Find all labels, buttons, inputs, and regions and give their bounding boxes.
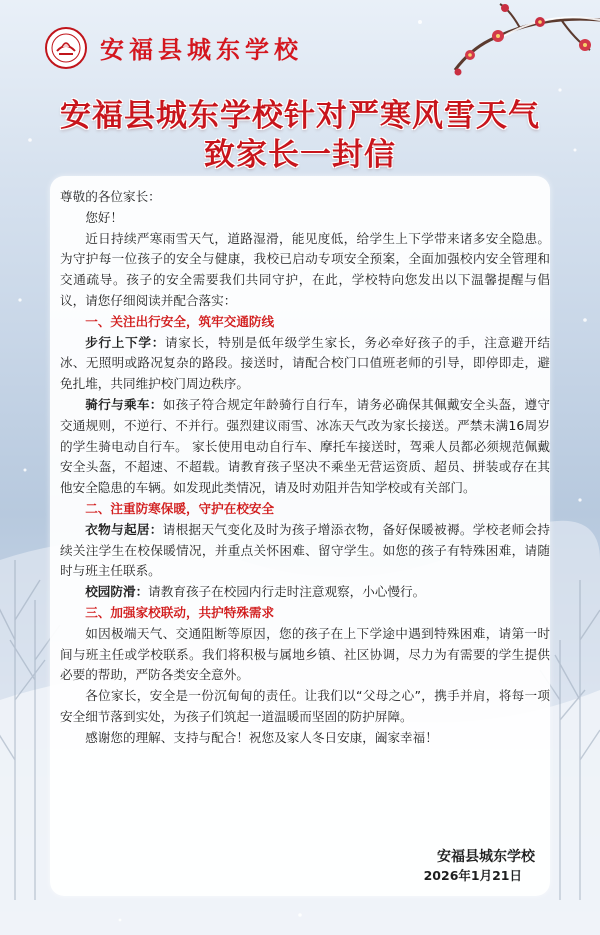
section-3-paragraph-1: 如因极端天气、交通阻断等原因，您的孩子在上下学途中遇到特殊困难，请第一时间与班主任或学校联系。我们将积极与属地乡镇、社区协调，尽力为有需要的学生提供必要的帮助，严防各类安全意外。 xyxy=(60,625,550,683)
paragraph-label: 衣物与起居： xyxy=(85,521,163,537)
section-2-paragraph-2 xyxy=(60,582,550,603)
letter-body xyxy=(60,187,550,749)
signature-date: 2026年1月21日 xyxy=(423,868,522,883)
section-3-title: 三、加强家校联动，共护特殊需求 xyxy=(85,604,275,620)
school-emblem-icon xyxy=(45,27,87,69)
closing-paragraph-1: 各位家长，安全是一份沉甸甸的责任。让我们以“父母之心”，携手并肩，将每一项安全细节落到实处，为孩子们筑起一道温暖而坚固的防护屏障。 xyxy=(60,688,550,724)
school-name: 安福县城东学校 xyxy=(100,35,303,64)
closing-paragraph-2: 感谢您的理解、支持与配合！祝您及家人冬日安康，阖家幸福！ xyxy=(85,729,438,745)
page-title-line1: 安福县城东学校针对严寒风雪天气 xyxy=(60,98,540,134)
paragraph-text: 如孩子符合规定年龄骑行自行车，请务必确保其佩戴安全头盔，遵守交通规则，不逆行、不并行。强烈建议雨雪、冰冻天气改为家长接送。严禁未满16周岁的学生骑电动自行车。 家长使用电动自行车、摩托车接送时，驾乘人员都必须规范佩戴安全头盔，不超速、不超载。请教育孩子坚决不乘坐无营运资质、超员、拼装或存在其他安全隐患的车辆。如发现此类情况，请及时劝阻并告知学校或有关部门。 xyxy=(60,396,551,496)
section-1-title: 一、关注出行安全，筑牢交通防线 xyxy=(85,313,275,329)
section-2-paragraph-1 xyxy=(60,520,550,582)
paragraph-text: 请教育孩子在校园内行走时注意观察，小心慢行。 xyxy=(148,584,426,600)
hello: 您好！ xyxy=(85,209,123,225)
section-1-paragraph-2 xyxy=(60,395,550,499)
section-2-title: 二、注重防寒保暖，守护在校安全 xyxy=(85,500,275,516)
header xyxy=(0,0,600,180)
paragraph-text: 请根据天气变化及时为孩子增添衣物，备好保暖被褥。学校老师会持续关注学生在校保暖情况，并重点关怀困难、留守学生。如您的孩子有特殊困难，请随时与班主任联系。 xyxy=(60,521,551,579)
paragraph-text: 请家长，特别是低年级学生家长，务必牵好孩子的手，注意避开结冰、无照明或路况复杂的路段。接送时，请配合校门口值班老师的引导，即停即走，避免扎堆，共同维护校门周边秩序。 xyxy=(60,334,551,392)
section-1-paragraph-1 xyxy=(60,333,550,395)
paragraph-label: 步行上下学： xyxy=(85,334,165,350)
intro-paragraph: 近日持续严寒雨雪天气，道路湿滑，能见度低，给学生上下学带来诸多安全隐患。为守护每一位孩子的安全与健康，我校已启动专项安全预案，全面加强校内安全管理和交通疏导。孩子的安全需要我们共同守护，在此，学校特向您发出以下温馨提醒与倡议，请您仔细阅读并配合落实： xyxy=(60,230,550,308)
signature-school: 安福县城东学校 xyxy=(437,849,535,865)
greeting: 尊敬的各位家长： xyxy=(60,189,161,204)
page-title-line2: 致家长一封信 xyxy=(204,137,396,173)
paragraph-label: 校园防滑： xyxy=(85,584,149,600)
paragraph-label: 骑行与乘车： xyxy=(85,396,163,412)
